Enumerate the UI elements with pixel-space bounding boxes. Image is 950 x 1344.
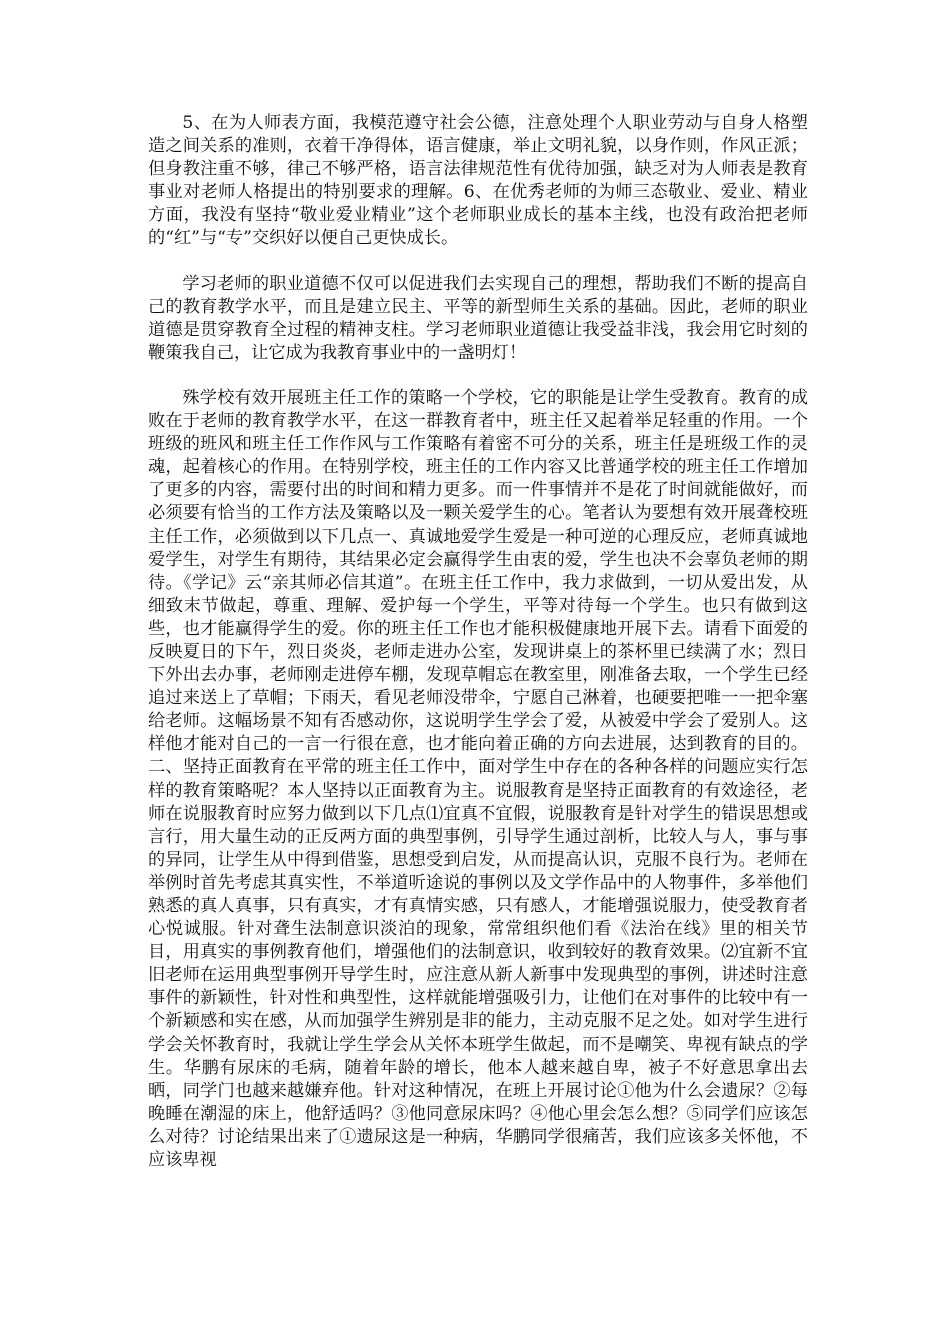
paragraph-teacher-conduct: 5、在为人师表方面，我模范遵守社会公德，注意处理个人职业劳动与自身人格塑造之间关系的准则，衣着干净得体，语言健康，举止文明礼貌，以身作则，作风正派；但身教注重不够，律己不够严格，语言法律规范性有优待加强，缺乏对为人师表是教育事业对老师人格提出的特别要求的理解。6、在优秀老师的为师三态敬业、爱业、精业方面，我没有坚持“敬业爱业精业”这个老师职业成长的基本主线，也没有政治把老师的“红”与“专”交织好以便自己更快成长。 xyxy=(148,113,808,249)
paragraph-class-teacher-strategy: 殊学校有效开展班主任工作的策略一个学校，它的职能是让学生受教育。教育的成败在于老师的教育教学水平，在这一群教育者中，班主任又起着举足轻重的作用。一个班级的班风和班主任工作作风与工作策略有着密不可分的关系，班主任是班级工作的灵魂，起着核心的作用。在特别学校，班主任的工作内容又比普通学校的班主任工作增加了更多的内容，需要付出的时间和精力更多。而一件事情并不是花了时间就能做好，而必须要有恰当的工作方法及策略以及一颗关爱学生的心。笔者认为要想有效开展聋校班主任工作，必须做到以下几点一、真诚地爱学生爱是一种可逆的心理反应，老师真诚地爱学生，对学生有期待，其结果必定会赢得学生由衷的爱，学生也决不会辜负老师的期待。《学记》云“亲其师必信其道”。在班主任工作中，我力求做到，一切从爱出发，从细致末节做起，尊重、理解、爱护每一个学生，平等对待每一个学生。也只有做到这些，也才能赢得学生的爱。你的班主任工作也才能积极健康地开展下去。请看下面爱的反映夏日的下午，烈日炎炎，老师走进办公室，发现讲桌上的茶杯里已续满了水；烈日下外出去办事，老师刚走进停车棚，发现草帽忘在教室里，刚准备去取，一个学生已经追过来送上了草帽；下雨天，看见老师没带伞，宁愿自己淋着，也硬要把唯一一把伞塞给老师。这幅场景不知有否感动你，这说明学生学会了爱，从被爱中学会了爱别人。这样他才能对自己的一言一行很在意，也才能向着正确的方向去进展，达到教育的目的。二、坚持正面教育在平常的班主任工作中，面对学生中存在的各种各样的问题应实行怎样的教育策略呢？本人坚持以正面教育为主。说服教育是坚持正面教育的有效途径，老师在说服教育时应努力做到以下几点⑴宜真不宜假，说服教育是针对学生的错误思想或言行，用大量生动的正反两方面的典型事例，引导学生通过剖析，比较人与人，事与事的异同，让学生从中得到借鉴，思想受到启发，从而提高认识，克服不良行为。老师在举例时首先考虑其真实性，不举道听途说的事例以及文学作品中的人物事件，多举他们熟悉的真人真事，只有真实，才有真情实感，只有感人，才能增强说服力，使受教育者心悦诚服。针对聋生法制意识淡泊的现象，常常组织他们看《法治在线》里的相关节目，用真实的事例教育他们，增强他们的法制意识，收到较好的教育效果。⑵宜新不宜旧老师在运用典型事例开导学生时，应注意从新人新事中发现典型的事例，讲述时注意事件的新颖性，针对性和典型性，这样就能增强吸引力，让他们在对事件的比较中有一个新颖感和实在感，从而加强学生辨别是非的能力，主动克服不足之处。如对学生进行学会关怀教育时，我就让学生学会从关怀本班学生做起，而不是嘲笑、卑视有缺点的学生。华鹏有尿床的毛病，随着年龄的增长，他本人越来越自卑，被子不好意思拿出去晒，同学门也越来越嫌弃他。针对这种情况，在班上开展讨论①他为什么会遗尿？②每晚睡在潮湿的床上，他舒适吗？③他同意尿床吗？④他心里会怎么想？⑤同学们应该怎么对待？讨论结果出来了①遗尿这是一种病，华鹏同学很痛苦，我们应该多关怀他，不应该卑视 xyxy=(148,387,808,1171)
paragraph-ethics-summary: 学习老师的职业道德不仅可以促进我们去实现自己的理想，帮助我们不断的提高自己的教育教学水平，而且是建立民主、平等的新型师生关系的基础。因此，老师的职业道德是贯穿教育全过程的精神支柱。学习老师职业道德让我受益非浅，我会用它时刻的鞭策我自己，让它成为我教育事业中的一盏明灯！ xyxy=(148,273,808,363)
document-page xyxy=(148,112,808,1172)
